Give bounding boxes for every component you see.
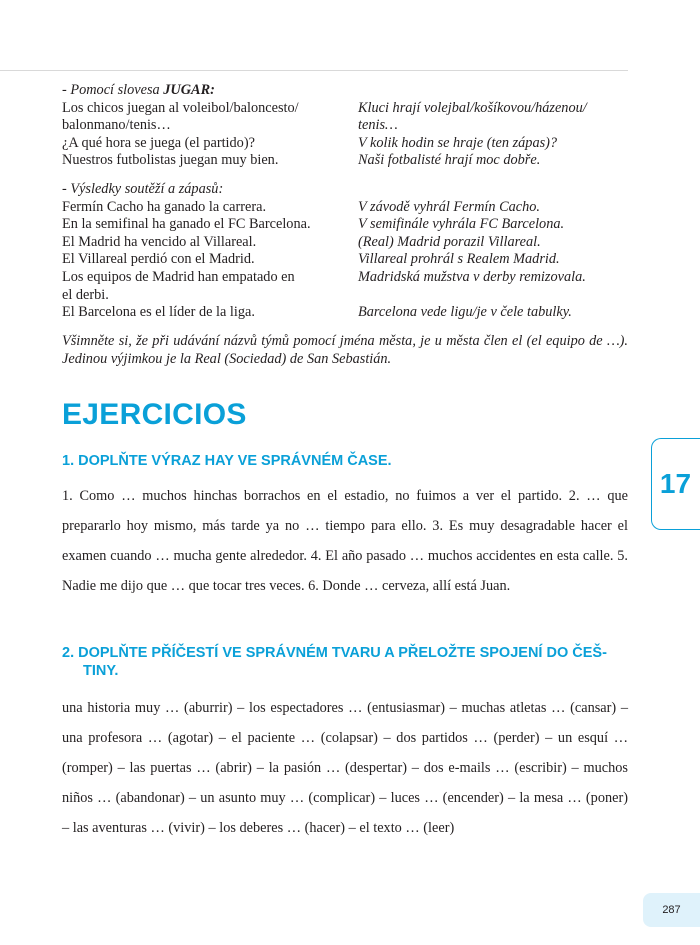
exercise-2-title [62, 644, 632, 680]
exercise-2-title-line2: TINY. [83, 663, 119, 679]
exercise-2-title-line1: 2. DOPLŇTE PŘÍČESTÍ VE SPRÁVNÉM TVARU A PŘELOŽTE SPOJENÍ DO ČEŠ- [62, 645, 607, 661]
phrase-row: El Villareal perdió con el Madrid. Villareal prohrál s Realem Madrid. [62, 251, 560, 268]
page-number: 287 [643, 893, 700, 927]
phrase-row: En la semifinal ha ganado el FC Barcelona. V semifinále vyhrála FC Barcelona. [62, 216, 565, 233]
top-divider [0, 70, 628, 71]
team-names-note: Všimněte si, že při udávání názvů týmů pomocí jména města, je u města člen el (el equipo de …). Jedinou výjimkou je la Real (Sociedad) de San Sebastián. [62, 332, 628, 367]
phrase-row: balonmano/tenis… tenis… [62, 117, 398, 134]
phrase-row: Los equipos de Madrid han empatado en Madridská mužstva v derby remizovala. [62, 268, 586, 285]
results-rows [62, 199, 632, 322]
exercise-2-text: una historia muy … (aburrir) – los espectadores … (entusiasmar) – muchas atletas … (cansar) – una profesora … (agotar) – el paciente … (colapsar) – dos partidos … (perder) – un esquí … (romper) – las puertas … (abrir) – la pasión … (despertar) – dos e-mails … (escribir) – muchos niños … (abandonar) – un asunto muy … (complicar) – luces … (encender) – la mesa … (poner) – las aventuras … (vivir) – los deberes … (hacer) – el texto … (leer) [62, 700, 628, 836]
chapter-number: 17 [659, 468, 692, 499]
results-heading: - Výsledky soutěží a zápasů: [62, 180, 224, 197]
jugar-and-results-section [62, 82, 632, 368]
exercise-1-title: 1. DOPLŇTE VÝRAZ HAY VE SPRÁVNÉM ČASE. [62, 453, 392, 469]
phrase-row: Nuestros futbolistas juegan muy bien. Naši fotbalisté hrají moc dobře. [62, 152, 541, 169]
phrase-row: ¿A qué hora se juega (el partido)? V kolik hodin se hraje (ten zápas)? [62, 134, 558, 151]
jugar-rows [62, 100, 632, 170]
chapter-tab [651, 438, 700, 530]
phrase-row: el derbi. [62, 286, 109, 303]
exercise-1-text: 1. Como … muchos hinchas borrachos en el estadio, no fuimos a ver el partido. 2. … que prepararlo hoy mismo, más tarde ya no … tiempo para ello. 3. Es muy desagradable hacer el examen cuando … mucha gente alrededor. 4. El año pasado … muchos accidentes en esta calle. 5. Nadie me dijo que … que tocar tres veces. 6. Donde … cerveza, allí está Juan. [62, 488, 628, 594]
phrase-row: El Madrid ha vencido al Villareal. (Real) Madrid porazil Villareal. [62, 233, 541, 250]
phrase-row: El Barcelona es el líder de la liga. Barcelona vede ligu/je v čele tabulky. [62, 304, 572, 321]
jugar-heading: - Pomocí slovesa JUGAR: [62, 82, 215, 98]
section-heading: EJERCICIOS [62, 398, 247, 431]
phrase-row: Los chicos juegan al voleibol/baloncesto/ Kluci hrají volejbal/košíkovou/házenou/ [62, 99, 587, 116]
phrase-row: Fermín Cacho ha ganado la carrera. V závodě vyhrál Fermín Cacho. [62, 198, 540, 215]
